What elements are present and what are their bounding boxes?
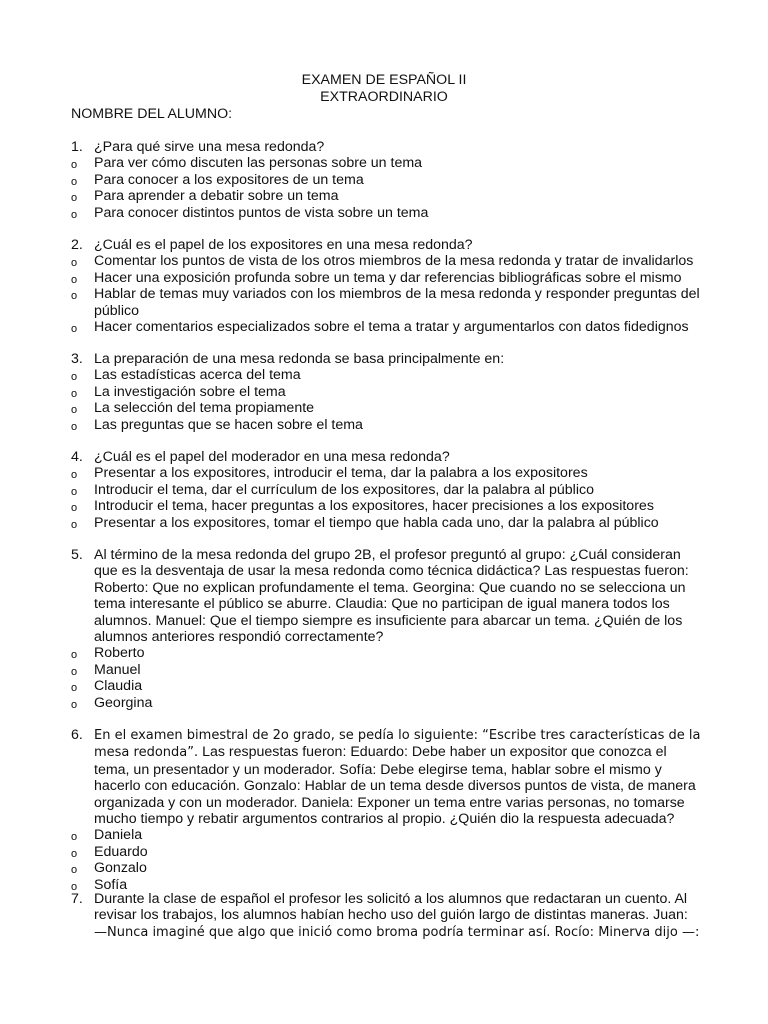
question-7 <box>71 891 701 941</box>
option <box>71 515 701 531</box>
bullet-icon: o <box>71 831 78 844</box>
option <box>71 270 701 286</box>
option-text: Gonzalo <box>94 860 147 877</box>
option-text: Introducir el tema, dar el currículum de los expositores, dar la palabra al público <box>94 481 594 498</box>
option-text: Hacer una exposición profunda sobre un tema y dar referencias bibliográficas sobre el mismo <box>94 269 682 286</box>
question-2 <box>71 237 701 335</box>
exam-title <box>0 72 768 106</box>
option-text: Hacer comentarios especializados sobre el tema a tratar y argumentarlos con datos fidedignos <box>94 319 689 336</box>
bullet-icon: o <box>71 159 78 172</box>
question-text: ¿Cuál es el papel del moderador en una mesa redonda? <box>94 449 450 465</box>
option-text: Presentar a los expositores, introducir el tema, dar la palabra a los expositores <box>94 465 588 482</box>
option-text: Manuel <box>94 661 141 678</box>
question-number: 1. <box>71 139 83 155</box>
option-text: Las preguntas que se hacen sobre el tema <box>94 416 363 433</box>
question-text: ¿Cuál es el papel de los expositores en una mesa redonda? <box>94 237 473 253</box>
option <box>71 695 701 711</box>
bullet-icon: o <box>71 698 78 711</box>
question-text: ¿Para qué sirve una mesa redonda? <box>94 139 325 155</box>
option <box>71 860 701 876</box>
student-name-label: NOMBRE DEL ALUMNO: <box>71 106 233 122</box>
question-number: 7. <box>71 891 83 907</box>
bullet-icon: o <box>71 649 78 662</box>
option-text: Introducir el tema, hacer preguntas a los expositores, hacer precisiones a los expositores <box>94 498 654 515</box>
bullet-icon: o <box>71 257 78 270</box>
question-number: 5. <box>71 547 83 563</box>
option <box>71 155 701 171</box>
option <box>71 367 701 383</box>
bullet-icon: o <box>71 273 78 286</box>
question-stem <box>71 139 701 155</box>
option <box>71 844 701 860</box>
question-3 <box>71 351 701 433</box>
bullet-icon: o <box>71 880 78 893</box>
option <box>71 172 701 188</box>
option <box>71 662 701 678</box>
question-stem <box>71 727 701 827</box>
question-stem <box>71 449 701 465</box>
option-text: Daniela <box>94 827 143 844</box>
question-text: Al término de la mesa redonda del grupo 2B, el profesor preguntó al grupo: ¿Cuál consideran que es la desventaja de usar la mesa redonda como técnica didáctica? Las respuestas fueron: Roberto: Que no explican profundamente el tema. Georgina: Que cuando no se selecciona un tema interesante el público se aburre. Claudia: Que no participan de igual manera todos los alumnos. Manuel: Que el tiempo siempre es insuficiente para abarcar un tema. ¿Quién de los alumnos anteriores respondió correctamente? <box>94 547 689 646</box>
bullet-icon: o <box>71 387 78 400</box>
bullet-icon: o <box>71 323 78 336</box>
bullet-icon: o <box>71 847 78 860</box>
bullet-icon: o <box>71 864 78 877</box>
title-line-2: EXTRAORDINARIO <box>320 89 448 105</box>
option-text: Roberto <box>94 645 145 662</box>
option <box>71 188 701 204</box>
option <box>71 498 701 514</box>
question-stem <box>71 547 701 645</box>
bullet-icon: o <box>71 469 78 482</box>
option-text: Comentar los puntos de vista de los otros miembros de la mesa redonda y tratar de invalidarlos <box>94 253 694 270</box>
title-line-1: EXAMEN DE ESPAÑOL II <box>301 72 467 88</box>
question-stem <box>71 351 701 367</box>
question-number: 6. <box>71 727 83 743</box>
bullet-icon: o <box>71 371 78 384</box>
option <box>71 205 701 221</box>
bullet-icon: o <box>71 175 78 188</box>
option-text: La selección del tema propiamente <box>94 400 315 417</box>
question-4 <box>71 449 701 531</box>
bullet-icon: o <box>71 208 78 221</box>
option-text: Las estadísticas acerca del tema <box>94 367 301 384</box>
question-text-body: Durante la clase de español el profesor les solicitó a los alumnos que redactaran un cuento. Al revisar los trabajos, los alumnos habían hecho uso del guión largo de distintas maneras. Juan: <box>94 891 688 924</box>
question-number: 3. <box>71 351 83 367</box>
option <box>71 482 701 498</box>
option-text: Georgina <box>94 694 153 711</box>
option-text: Presentar a los expositores, tomar el tiempo que habla cada uno, dar la palabra al público <box>94 514 659 531</box>
option <box>71 384 701 400</box>
bullet-icon: o <box>71 682 78 695</box>
option <box>71 286 701 319</box>
question-number: 2. <box>71 237 83 253</box>
question-stem <box>71 891 701 941</box>
question-5 <box>71 547 701 711</box>
option-text: Hablar de temas muy variados con los miembros de la mesa redonda y responder preguntas del público <box>94 286 700 319</box>
bullet-icon: o <box>71 420 78 433</box>
question-1 <box>71 139 701 221</box>
bullet-icon: o <box>71 665 78 678</box>
bullet-icon: o <box>71 404 78 417</box>
bullet-icon: o <box>71 290 78 303</box>
bullet-icon: o <box>71 192 78 205</box>
option-text: Eduardo <box>94 843 148 860</box>
option-text: Para conocer distintos puntos de vista sobre un tema <box>94 204 429 221</box>
option <box>71 465 701 481</box>
question-text-quote: —Nunca imaginé que algo que inició como broma podría terminar así. Rocío: Minerva dijo —: <box>94 924 700 940</box>
option-text: Sofía <box>94 876 128 893</box>
option-text: Claudia <box>94 678 143 695</box>
bullet-icon: o <box>71 485 78 498</box>
question-stem <box>71 237 701 253</box>
question-number: 4. <box>71 449 83 465</box>
option-text: La investigación sobre el tema <box>94 383 286 400</box>
option-text: Para conocer a los expositores de un tema <box>94 171 364 188</box>
option <box>71 417 701 433</box>
option <box>71 678 701 694</box>
option <box>71 400 701 416</box>
option <box>71 319 701 335</box>
option-text: Para aprender a debatir sobre un tema <box>94 188 339 205</box>
question-text-body: Las respuestas fueron: Eduardo: Debe haber un expositor que conozca el tema, un presentador y un moderador. Sofía: Debe elegirse tema, hablar sobre el mismo y hacerlo con educación. Gonzalo: Hablar de un tema desde diversos puntos de vista, de manera organizada y con un moderador. Daniela: Exponer un tema entre varias personas, no tomarse mucho tiempo y rebatir argumentos contrarios al propio. ¿Quién dio la respuesta adecuada? <box>94 744 696 828</box>
option <box>71 253 701 269</box>
bullet-icon: o <box>71 518 78 531</box>
option <box>71 827 701 843</box>
question-6 <box>71 727 701 893</box>
option-text: Para ver cómo discuten las personas sobre un tema <box>94 155 423 172</box>
question-text: La preparación de una mesa redonda se basa principalmente en: <box>94 351 505 367</box>
question-text-intro: En el examen bimestral de 2o grado, se pedía lo siguiente: “Escribe tres características de la mesa redonda”. <box>94 728 701 761</box>
question-text <box>94 727 701 827</box>
bullet-icon: o <box>71 502 78 515</box>
option <box>71 645 701 661</box>
question-text <box>94 891 701 941</box>
